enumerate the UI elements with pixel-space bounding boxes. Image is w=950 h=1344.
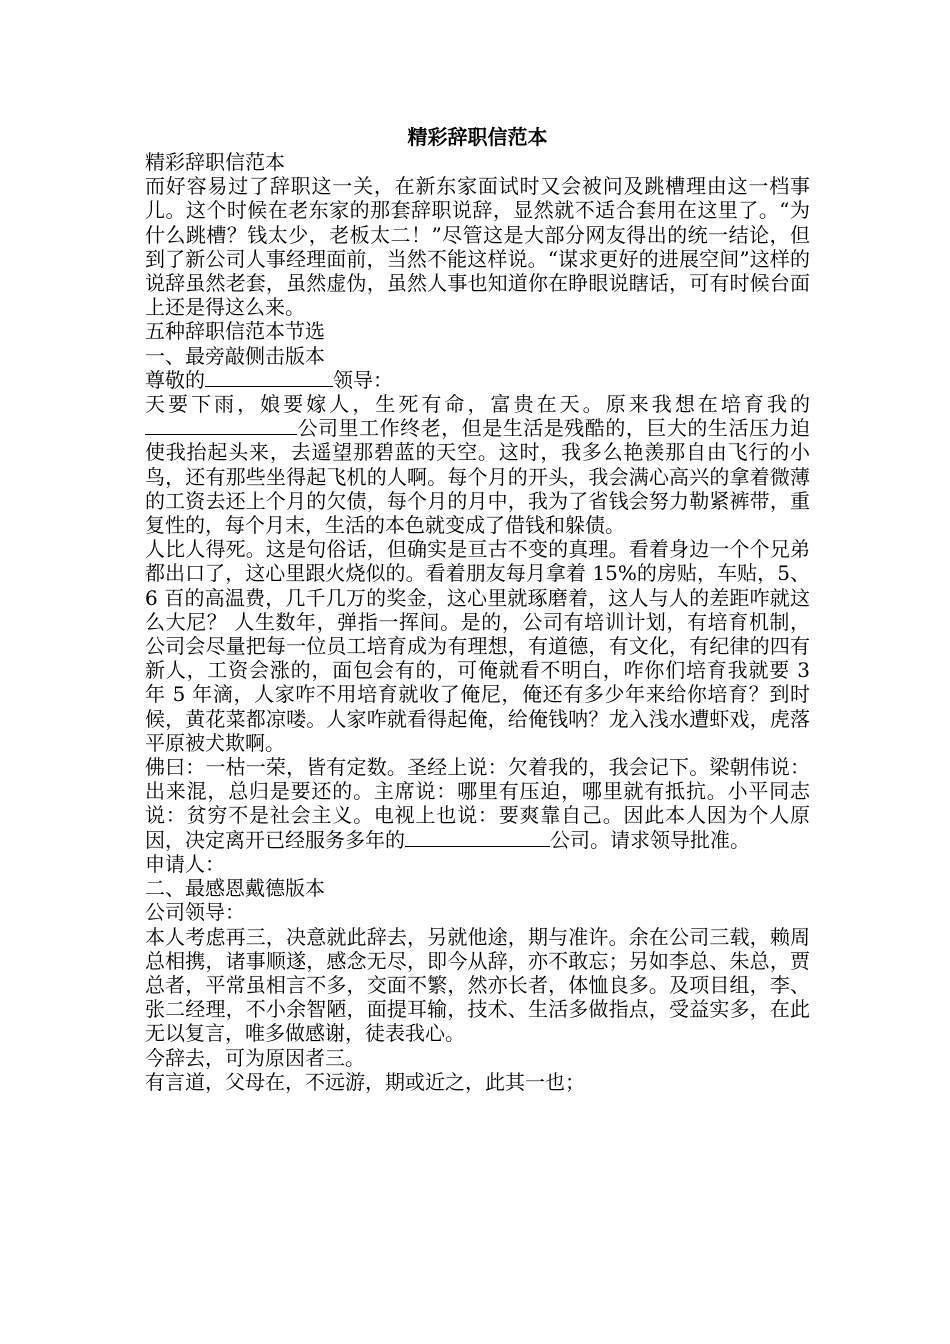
intro-paragraph: 而好容易过了辞职这一关，在新东家面试时又会被问及跳槽理由这一档事儿。这个时候在老东家的那套辞职说辞，显然就不适合套用在这里了。“为什么跳槽？钱太少，老板太二！”尽管这是大部分网友得出的统一结论，但到了新公司人事经理面前，当然不能这样说。“谋求更好的进展空间”这样的说辞虽然老套，虽然虚伪，虽然人事也知道你在睁眼说瞎话，可有时候台面上还是得这么来。 (145, 174, 810, 320)
document-title: 精彩辞职信范本 (407, 125, 548, 149)
version2-salutation: 公司领导： (145, 900, 245, 925)
salutation-suffix: 领导： (333, 367, 393, 392)
fill-in-blank (405, 828, 550, 847)
document-subtitle: 精彩辞职信范本 (145, 150, 285, 174)
paragraph-text: 佛曰：一枯一荣，皆有定数。圣经上说：欠着我的，我会记下。梁朝伟说：出来混，总归是要还的。主席说：哪里有压迫，哪里就有抵抗。小平同志说：贫穷不是社会主义。电视上也说：要爽靠自己。因此本人因为个人原因，决定离开已经服务多年的 (145, 755, 810, 852)
version1-paragraph-2: 人比人得死。这是句俗话，但确实是亘古不变的真理。看着身边一个个兄弟都出口了，这心里跟火烧似的。看着朋友每月拿着 15%的房贴，车贴，5、6 百的高温费，几千几万的奖金，这心里就琢磨着，这人与人的差距咋就这么大尼？ 人生数年，弹指一挥间。是的，公司有培训计划，有培育机制，公司会尽量把每一位员工培育成为有理想，有道德，有文化，有纪律的四有新人，工资会涨的，面包会有的，可俺就看不明白，咋你们培育我就要 3 年 5 年滴，人家咋不用培育就收了俺尼，俺还有多少年来给你培育？到时候，黄花菜都凉喽。人家咋就看得起俺，给俺钱呐？龙入浅水遭虾戏，虎落平原被犬欺啊。 (145, 537, 810, 755)
version1-paragraph-1 (145, 392, 810, 537)
fill-in-blank (205, 368, 333, 387)
version2-paragraph-1: 本人考虑再三，决意就此辞去，另就他途，期与准许。余在公司三载，赖周总相携，诸事顺遂，感念无尽，即今从辞，亦不敢忘；另如李总、朱总，贾总者，平常虽相言不多，交面不繁，然亦长者，体恤良多。及项目组，李、张二经理，不小余智陋，面提耳输，技术、生活多做指点，受益实多，在此无以复言，唯多做感谢，徒表我心。 (145, 924, 810, 1046)
section-heading: 五种辞职信范本节选 (145, 319, 325, 344)
version1-heading: 一、最旁敲侧击版本 (145, 343, 325, 368)
version1-salutation (145, 368, 810, 392)
fill-in-blank (145, 416, 297, 435)
paragraph-text: 公司里工作终老，但是生活是残酷的，巨大的生活压力迫使我抬起头来，去遥望那碧蓝的天空。这时，我多么艳羡那自由飞行的小鸟，还有那些坐得起飞机的人啊。每个月的开头，我会满心高兴的拿着微薄的工资去还上个月的欠债，每个月的月中，我为了省钱会努力勒紧裤带，重复性的，每个月末，生活的本色就变成了借钱和躲债。 (145, 416, 810, 538)
version2-heading: 二、最感恩戴德版本 (145, 876, 325, 901)
paragraph-text: 公司。请求领导批准。 (550, 827, 750, 852)
document-body (145, 124, 810, 1094)
version2-paragraph-2: 今辞去，可为原因者三。 (145, 1045, 365, 1070)
paragraph-text: 天要下雨，娘要嫁人，生死有命，富贵在天。原来我想在培育我的 (145, 392, 810, 417)
version2-paragraph-3: 有言道，父母在，不远游，期或近之，此其一也； (145, 1069, 585, 1094)
version1-paragraph-3 (145, 755, 810, 852)
applicant-line: 申请人： (145, 851, 225, 876)
salutation-prefix: 尊敬的 (145, 367, 205, 392)
